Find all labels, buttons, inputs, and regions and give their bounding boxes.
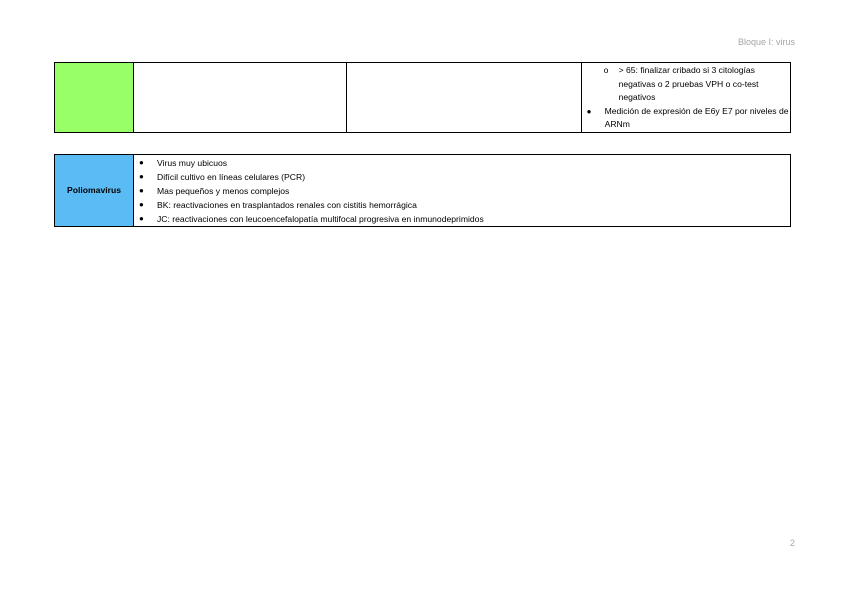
page-number: 2 bbox=[789, 538, 795, 548]
bullet-icon: ● bbox=[139, 186, 144, 195]
content-cell bbox=[134, 155, 791, 227]
list-item bbox=[603, 64, 790, 105]
bullet-icon: ● bbox=[139, 200, 144, 209]
table-continuation bbox=[54, 62, 791, 133]
sub-list bbox=[582, 64, 790, 105]
page-header: Bloque I: virus bbox=[737, 37, 795, 47]
table-poliomavirus bbox=[54, 154, 791, 227]
list-item bbox=[139, 184, 790, 198]
bullet-icon: ● bbox=[586, 106, 592, 116]
category-label: Poliomavirus bbox=[67, 184, 121, 195]
bullet-icon: ● bbox=[139, 214, 144, 223]
list-item-text: > 65: finalizar cribado si 3 citologías negativas o 2 pruebas VPH o co-test negativos bbox=[618, 65, 759, 102]
list-item bbox=[139, 198, 790, 212]
list-item bbox=[586, 105, 790, 132]
circle-bullet-icon: o bbox=[603, 65, 609, 75]
category-cell-green bbox=[55, 63, 134, 133]
bullet-icon: ● bbox=[139, 158, 144, 167]
table-row bbox=[55, 155, 791, 227]
category-cell bbox=[55, 155, 134, 227]
list-item-text: Mas pequeños y menos complejos bbox=[157, 186, 290, 196]
list-item bbox=[139, 212, 790, 226]
list-item-text: Virus muy ubicuos bbox=[157, 158, 228, 168]
bullet-list bbox=[582, 105, 790, 132]
list-item bbox=[139, 170, 790, 184]
bullet-list bbox=[134, 156, 790, 226]
list-item bbox=[139, 156, 790, 170]
list-item-text: Medición de expresión de E6y E7 por niveles de ARNm bbox=[604, 105, 789, 129]
empty-cell bbox=[133, 63, 346, 133]
bullet-icon: ● bbox=[139, 172, 144, 181]
content-cell bbox=[581, 63, 790, 133]
empty-cell bbox=[346, 63, 581, 133]
list-item-text: JC: reactivaciones con leucoencefalopatía multifocal progresiva en inmunodeprimidos bbox=[157, 214, 484, 224]
list-item-text: Difícil cultivo en líneas celulares (PCR) bbox=[157, 172, 306, 182]
list-item-text: BK: reactivaciones en trasplantados renales con cistitis hemorrágica bbox=[157, 200, 417, 210]
table-row bbox=[55, 63, 791, 133]
